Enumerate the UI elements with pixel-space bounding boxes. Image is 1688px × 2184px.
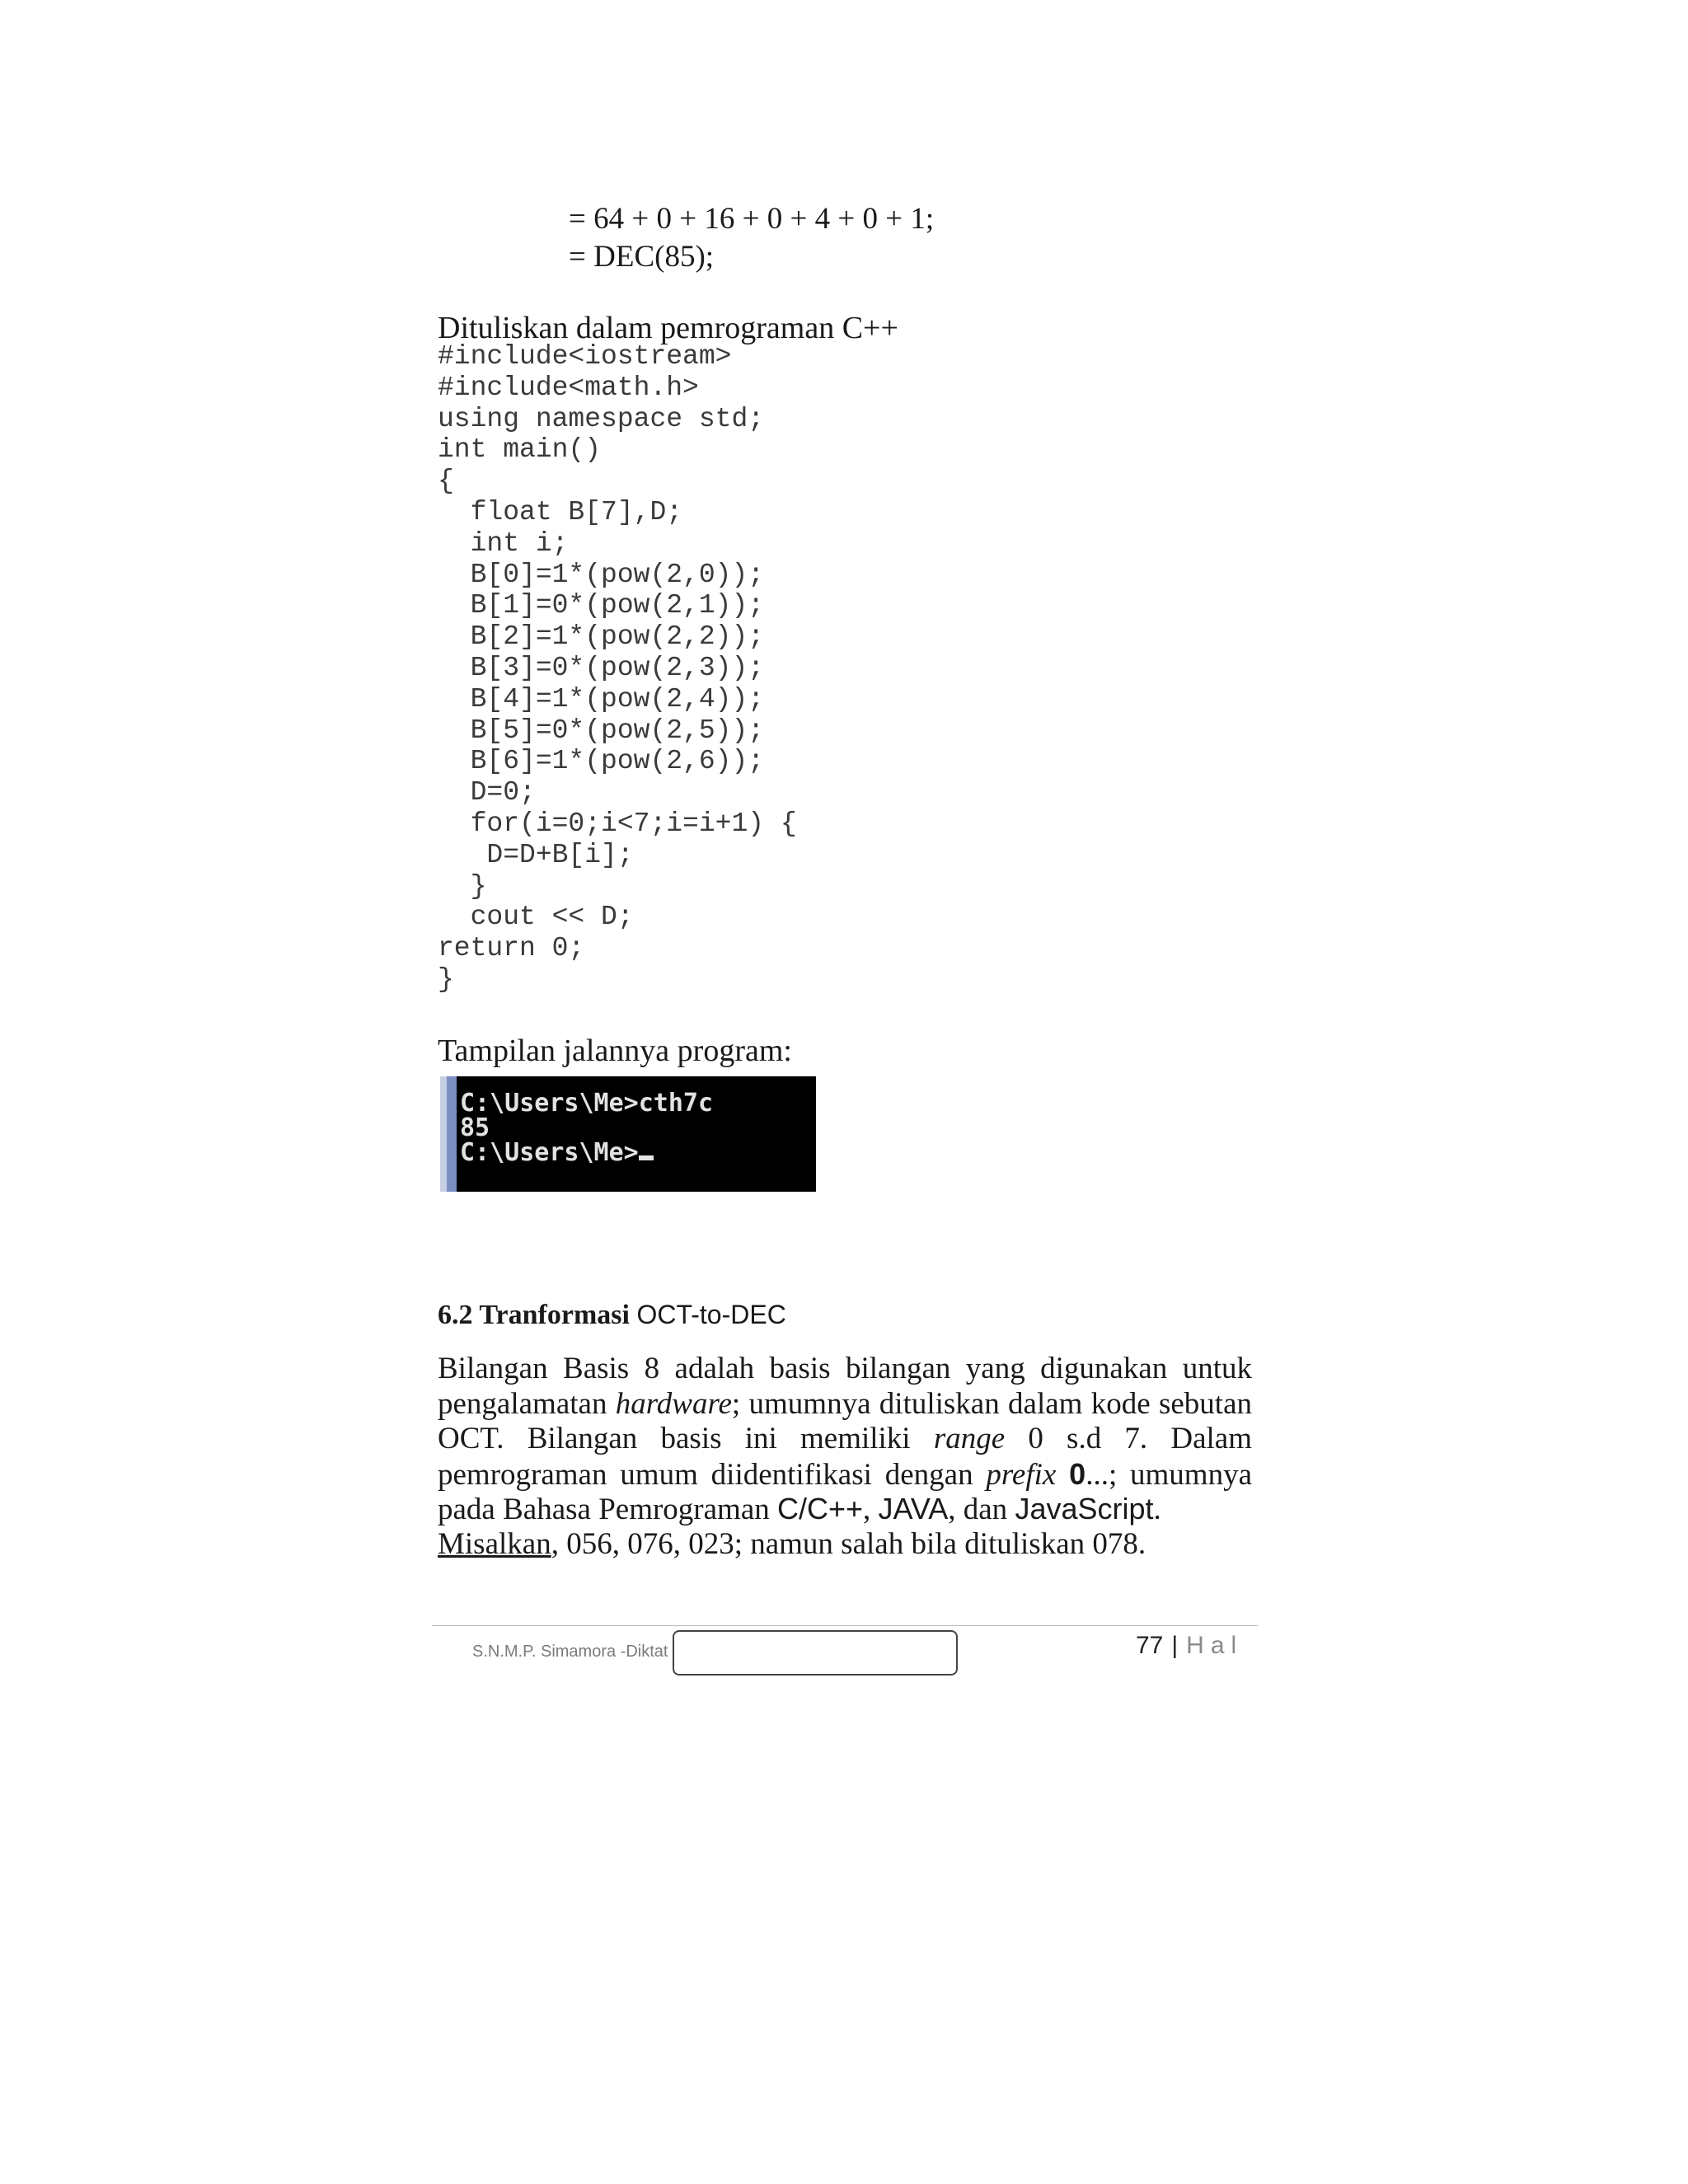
paragraph-italic: hardware — [615, 1386, 732, 1421]
calculation-line-2: = DEC(85); — [569, 240, 715, 274]
paragraph-line-2 — [438, 1387, 1252, 1422]
footer-divider — [432, 1625, 1258, 1626]
language-javascript: JavaScript — [1015, 1492, 1154, 1526]
calculation-line-1: = 64 + 0 + 16 + 0 + 4 + 0 + 1; — [569, 202, 935, 236]
paragraph-italic: prefix — [986, 1457, 1057, 1492]
body-paragraph — [438, 1352, 1252, 1562]
paragraph-line-3 — [438, 1422, 1252, 1457]
paragraph-text: . — [1153, 1493, 1161, 1526]
code-block: #include<iostream> #include<math.h> using namespace std; int main() { float B[7],D; int i; B[0]=1*(pow(2,0)); B[1]=0*(pow(2,1)); B[2]=1*(pow(2,2)); B[3]=0*(pow(2,3)); B[4]=1*(pow(2,4)); B[5]=0*(pow(2,5)); B[6]=1*(pow(2,6)); D=0; for(i=0;i<7;i=i+1) { D=D+B[i]; } cout << D; return 0; } — [438, 341, 797, 995]
paragraph-text: ...; umumnya — [1085, 1457, 1253, 1492]
footer-author: S.N.M.P. Simamora -Diktat — [472, 1643, 668, 1661]
example-underlined: Misalkan — [438, 1526, 551, 1561]
console-line-2: 85 — [460, 1113, 490, 1142]
page-number: 77 — [1136, 1632, 1164, 1659]
paragraph-text: , dan — [948, 1493, 1015, 1526]
paragraph-line-6 — [438, 1527, 1252, 1563]
console-line-3: C:\Users\Me> — [460, 1138, 639, 1167]
console-screenshot — [440, 1076, 816, 1192]
footer-page-number — [1136, 1632, 1243, 1660]
section-number-title: 6.2 Tranformasi — [438, 1300, 637, 1330]
console-line-1: C:\Users\Me>cth7c — [460, 1089, 714, 1118]
paragraph-line-4 — [438, 1457, 1252, 1493]
section-title-sans: OCT-to-DEC — [636, 1300, 786, 1329]
paragraph-line-5 — [438, 1492, 1252, 1527]
page-hal-label: Hal — [1186, 1632, 1244, 1659]
paragraph-line-1 — [438, 1352, 1252, 1387]
prefix-zero: 0 — [1069, 1456, 1086, 1491]
page-separator: | — [1171, 1632, 1179, 1659]
paragraph-text: OCT. Bilangan basis ini memiliki — [438, 1422, 934, 1455]
console-edge — [440, 1076, 447, 1192]
console-edge-accent — [447, 1076, 457, 1192]
paragraph-text: pengalamatan — [438, 1386, 616, 1421]
console-output — [460, 1091, 713, 1165]
paragraph-italic: range — [933, 1422, 1006, 1455]
paragraph-text: 0 s.d 7. Dalam — [1005, 1422, 1253, 1455]
paragraph-text: pada Bahasa Pemrograman — [438, 1493, 777, 1526]
paragraph-text: ; umumnya dituliskan dalam kode sebutan — [731, 1386, 1252, 1421]
program-output-label: Tampilan jalannya program: — [438, 1033, 792, 1068]
paragraph-text: , 056, 076, 023; namun salah bila dituliskan 078. — [551, 1526, 1146, 1561]
paragraph-text — [1056, 1458, 1069, 1492]
paragraph-text: , — [863, 1493, 879, 1526]
language-java: JAVA — [878, 1492, 949, 1526]
intro-text: Dituliskan dalam pemrograman C++ — [438, 311, 898, 345]
language-cpp: C/C++ — [777, 1492, 864, 1526]
paragraph-text: Bilangan Basis 8 adalah basis bilangan yang digunakan untuk — [438, 1352, 1252, 1385]
console-cursor — [639, 1155, 654, 1160]
section-heading — [438, 1296, 786, 1333]
footer-text-box — [673, 1630, 958, 1675]
paragraph-text: pemrograman umum diidentifikasi dengan — [438, 1457, 987, 1492]
